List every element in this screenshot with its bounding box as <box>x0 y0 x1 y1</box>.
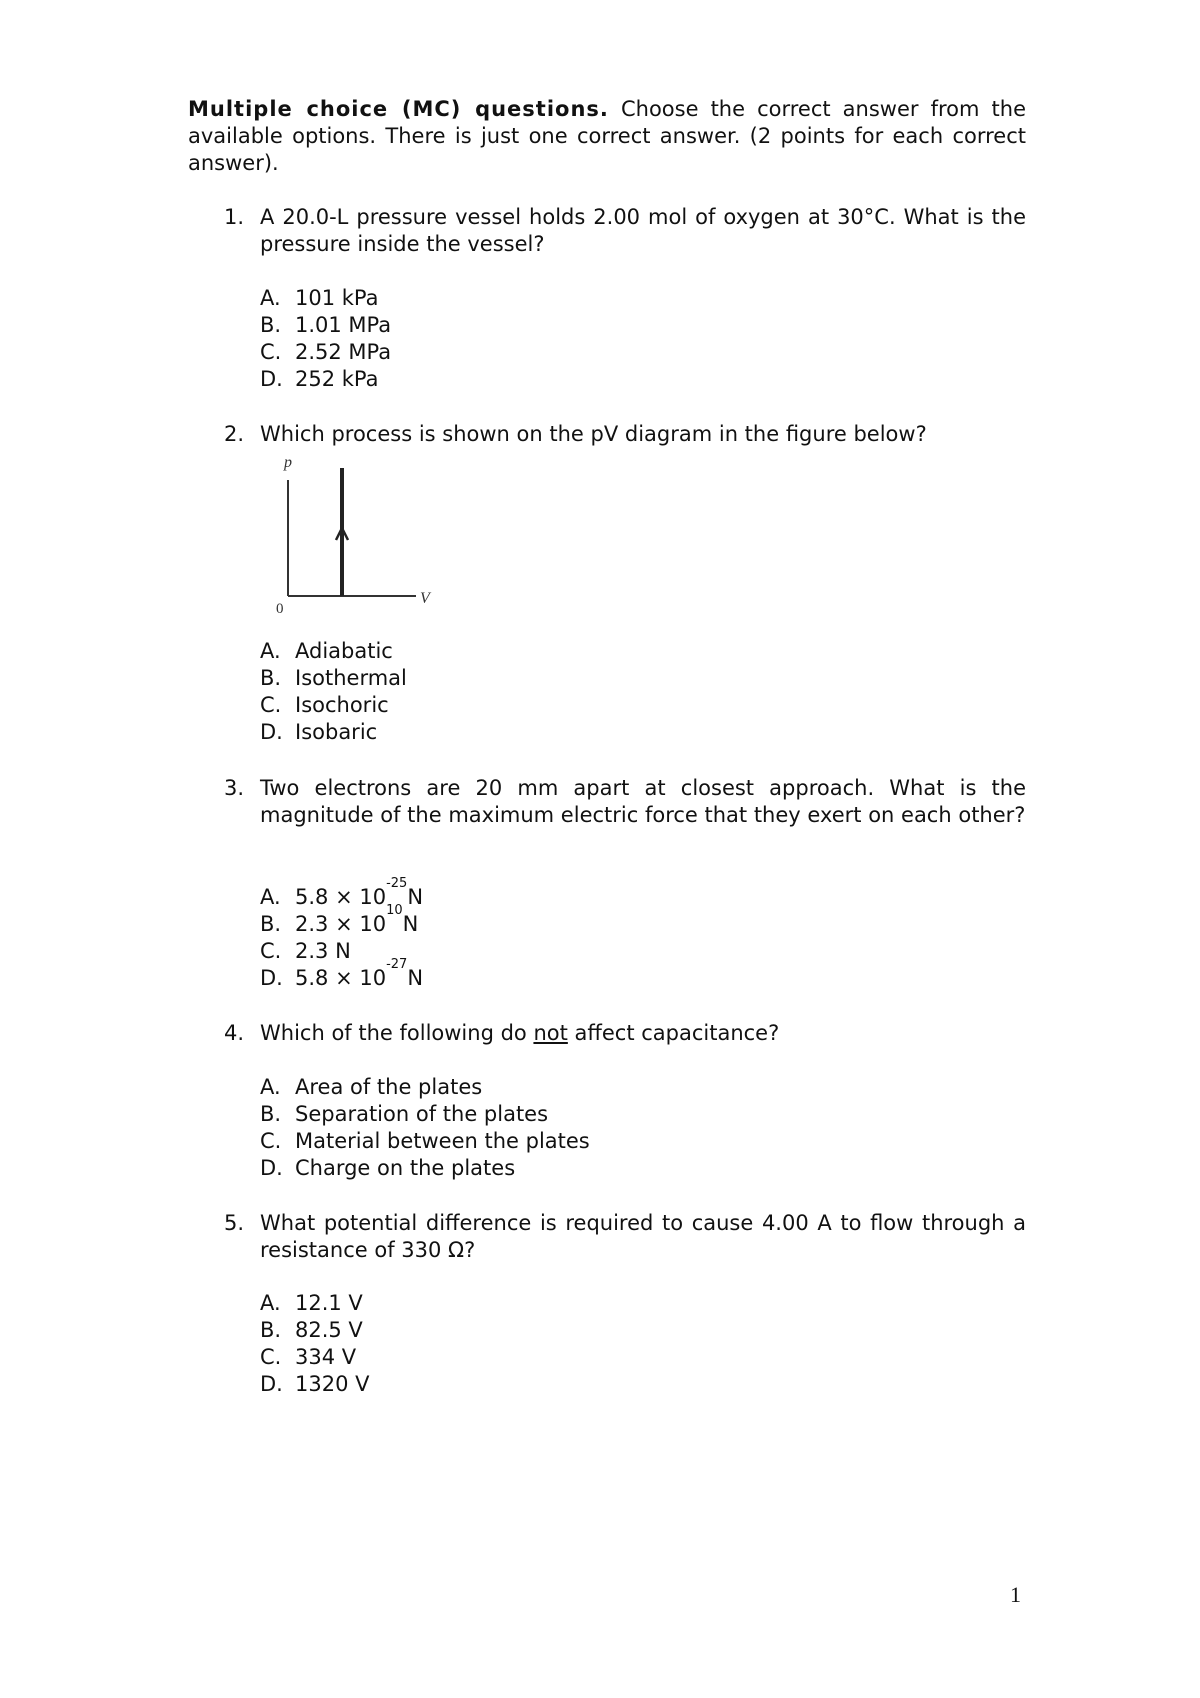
option-a: A. Adiabatic <box>260 639 393 663</box>
option-b: B. 1.01 MPa <box>260 313 392 337</box>
question-5-options <box>260 1290 960 1398</box>
question-2 <box>224 421 1026 448</box>
pv-diagram-v-label: V <box>420 590 430 607</box>
option-b: B. 82.5 V <box>260 1318 363 1342</box>
option-a: A. 5.8 × 10 -25 N <box>260 876 424 909</box>
instructions-paragraph <box>188 96 1026 177</box>
option-c: C. 2.3 N <box>260 939 351 963</box>
question-4 <box>224 1020 1026 1047</box>
question-text: What potential difference is required to cause 4.00 A to flow through a resistance of 330 Ω? <box>260 1211 1026 1262</box>
option-d: D. 1320 V <box>260 1372 370 1396</box>
question-number: 4. <box>224 1021 245 1045</box>
question-text: Which process is shown on the pV diagram in the figure below? <box>260 422 927 446</box>
option-d: D. 5.8 × 10 -27 N <box>260 957 424 990</box>
question-3-options <box>260 876 960 992</box>
question-5 <box>224 1210 1026 1264</box>
option-d: D. Isobaric <box>260 720 378 744</box>
question-3 <box>224 775 1026 829</box>
instructions-text: Choose the correct answer from the available options. There is just one correct answer. (2 points for each correct answer). <box>188 97 1026 175</box>
question-2-options <box>260 638 960 746</box>
option-a: A. Area of the plates <box>260 1075 483 1099</box>
question-text: Which of the following do not affect capacitance? <box>260 1021 780 1045</box>
option-c: C. 334 V <box>260 1345 357 1369</box>
pv-diagram-origin-label: 0 <box>276 601 284 616</box>
page-number: 1 <box>1010 1582 1021 1607</box>
option-d: D. 252 kPa <box>260 367 379 391</box>
question-1-options <box>260 285 960 393</box>
pv-diagram <box>268 456 458 616</box>
question-number: 3. <box>224 776 245 800</box>
option-c: C. Isochoric <box>260 693 389 717</box>
instructions-heading: Multiple choice (MC) questions. <box>188 97 609 121</box>
option-c: C. 2.52 MPa <box>260 340 392 364</box>
option-b: B. Isothermal <box>260 666 407 690</box>
question-1 <box>224 204 1026 258</box>
question-text: Two electrons are 20 mm apart at closest approach. What is the magnitude of the maximum electric force that they exert on each other? <box>260 776 1026 827</box>
question-number: 5. <box>224 1211 245 1235</box>
option-a: A. 12.1 V <box>260 1291 363 1315</box>
underlined-word: not <box>533 1021 568 1045</box>
question-number: 2. <box>224 422 245 446</box>
option-b: B. Separation of the plates <box>260 1102 549 1126</box>
question-4-options <box>260 1074 960 1182</box>
option-d: D. Charge on the plates <box>260 1156 516 1180</box>
pv-diagram-p-label: p <box>284 456 292 471</box>
option-a: A. 101 kPa <box>260 286 379 310</box>
option-c: C. Material between the plates <box>260 1129 590 1153</box>
option-b: B. 2.3 × 10 10 N <box>260 903 419 936</box>
question-number: 1. <box>224 205 245 229</box>
question-text: A 20.0-L pressure vessel holds 2.00 mol of oxygen at 30°C. What is the pressure inside the vessel? <box>260 205 1026 256</box>
